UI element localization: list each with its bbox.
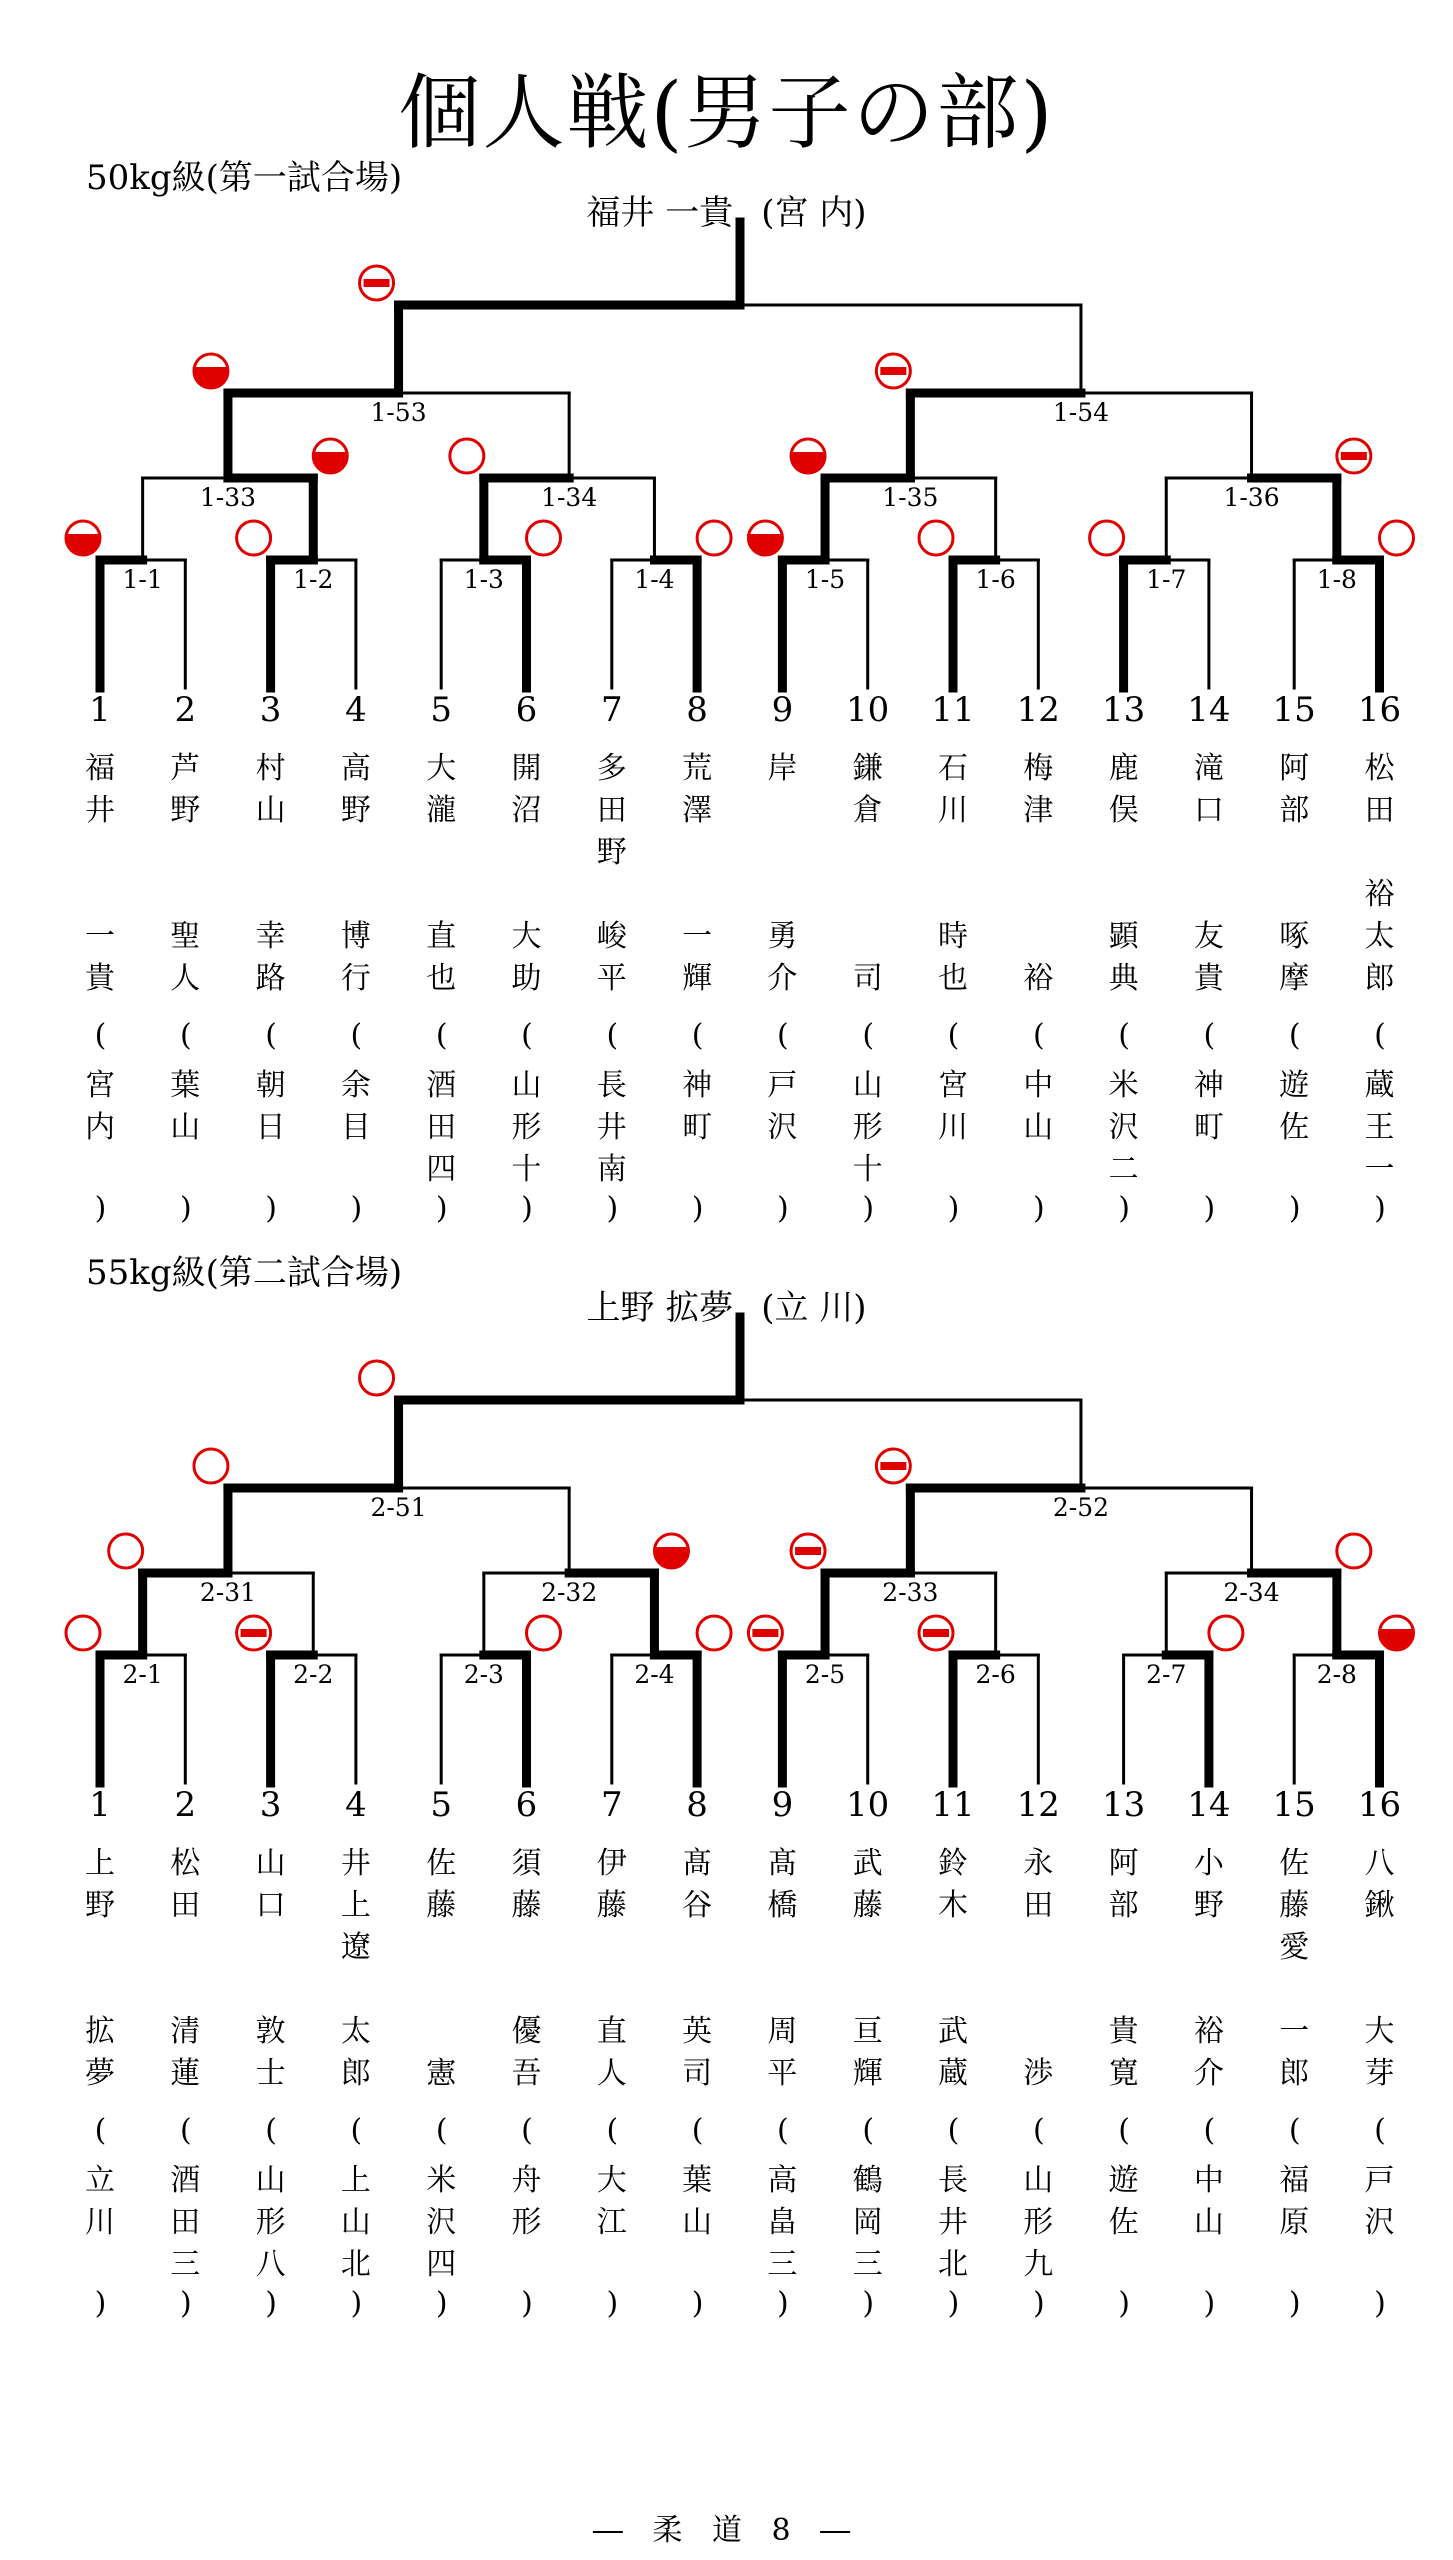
seed-number: 9 <box>771 690 794 730</box>
player-entry <box>675 1843 719 2333</box>
player-entry <box>590 748 634 1238</box>
page-footer: ― 柔 道 8 ― <box>592 2513 861 2548</box>
player-affiliation: ( 米 沢 二 ) <box>1106 1018 1142 1226</box>
result-mark <box>109 1534 143 1568</box>
player-given-name: 亘 輝 <box>852 2014 883 2091</box>
result-mark <box>1337 1534 1371 1568</box>
player-entry <box>334 748 378 1238</box>
player-given-name: 武 蔵 <box>938 2014 968 2091</box>
player-affiliation: ( 蔵 王 一 ) <box>1362 1018 1398 1226</box>
player-affiliation: ( 米 沢 四 ) <box>424 2113 460 2321</box>
match-number: 2-52 <box>1052 1493 1110 1522</box>
seed-number: 4 <box>345 1785 367 1825</box>
player-entry <box>1358 748 1402 1238</box>
player-entry <box>505 1843 549 2333</box>
match-number: 1-8 <box>1316 565 1357 594</box>
result-mark <box>748 1616 782 1650</box>
player-entry <box>1187 748 1231 1238</box>
player-entry <box>163 1843 207 2333</box>
match-number: 2-5 <box>804 1660 846 1689</box>
seed-number: 13 <box>1101 1785 1146 1825</box>
player-affiliation: ( 葉 山 ) <box>680 2113 716 2321</box>
player-surname: 伊 藤 <box>596 1846 627 1923</box>
player-given-name: 勇 介 <box>767 919 798 996</box>
player-entry <box>419 1843 463 2333</box>
result-mark <box>697 521 731 555</box>
seed-number: 4 <box>345 690 367 730</box>
player-surname: 多 田 野 <box>596 751 627 870</box>
match-number: 1-4 <box>634 565 675 594</box>
player-surname: 井 上 遼 <box>340 1846 371 1965</box>
bracket-55kg <box>0 1245 1453 2321</box>
player-surname: 武 藤 <box>852 1846 883 1923</box>
player-given-name: 司 <box>852 961 883 996</box>
match-number: 1-5 <box>804 565 846 594</box>
player-affiliation: ( 山 形 八 ) <box>253 2113 289 2321</box>
weight-class-label: 50kg級(第一試合場) <box>86 158 403 198</box>
player-entry <box>846 748 890 1238</box>
player-surname: 滝 口 <box>1193 751 1224 828</box>
player-entry <box>675 748 719 1238</box>
match-number: 1-35 <box>882 483 939 512</box>
player-given-name: 啄 摩 <box>1279 919 1310 996</box>
result-mark <box>194 354 228 388</box>
match-number: 1-6 <box>975 565 1016 594</box>
match-number: 1-2 <box>293 565 334 594</box>
player-affiliation: ( 中 山 ) <box>1021 1018 1057 1226</box>
player-given-name: 聖 人 <box>170 919 201 996</box>
player-affiliation: ( 戸 沢 ) <box>765 1018 801 1226</box>
player-surname: 八 鍬 <box>1364 1846 1395 1923</box>
result-mark <box>919 521 953 555</box>
result-mark <box>66 1616 100 1650</box>
match-number: 2-6 <box>975 1660 1016 1689</box>
player-given-name: 大 芽 <box>1364 2014 1395 2091</box>
seed-number: 8 <box>686 1785 708 1825</box>
seed-number: 7 <box>600 1785 623 1825</box>
champion-affiliation: (宮 内) <box>761 193 867 233</box>
player-surname: 永 田 <box>1023 1846 1054 1923</box>
champion-affiliation: (立 川) <box>761 1288 867 1328</box>
seed-number: 3 <box>259 690 282 730</box>
bracket-50kg <box>0 150 1453 1226</box>
match-number: 1-1 <box>122 565 163 594</box>
seed-number: 6 <box>515 690 538 730</box>
match-number: 1-53 <box>370 398 427 427</box>
result-mark <box>919 1616 953 1650</box>
player-entry <box>78 1843 122 2333</box>
seed-number: 16 <box>1357 690 1402 730</box>
player-affiliation: ( 葉 山 ) <box>168 1018 204 1226</box>
player-given-name: 清 蓮 <box>170 2014 201 2091</box>
seed-number: 11 <box>931 690 975 730</box>
player-surname: 阿 部 <box>1279 751 1310 828</box>
player-entry <box>760 748 804 1238</box>
player-given-name: 直 人 <box>596 2014 627 2091</box>
match-number: 2-2 <box>293 1660 334 1689</box>
player-surname: 小 野 <box>1193 1846 1224 1923</box>
result-mark <box>237 1616 271 1650</box>
match-number: 2-7 <box>1146 1660 1187 1689</box>
player-surname: 福 井 <box>85 751 115 828</box>
player-entry <box>590 1843 634 2333</box>
match-number: 2-3 <box>463 1660 504 1689</box>
player-surname: 鎌 倉 <box>852 751 883 828</box>
player-given-name: 貴 寛 <box>1108 2014 1139 2091</box>
player-given-name: 渉 <box>1023 2056 1054 2091</box>
player-affiliation: ( 高 畠 三 ) <box>765 2113 801 2321</box>
player-surname: 梅 津 <box>1023 751 1054 828</box>
player-affiliation: ( 山 形 十 ) <box>509 1018 545 1226</box>
player-given-name: 裕 <box>1023 961 1054 996</box>
result-mark <box>66 521 100 555</box>
seed-number: 3 <box>259 1785 282 1825</box>
result-mark <box>697 1616 731 1650</box>
match-number: 2-1 <box>122 1660 163 1689</box>
player-given-name: 一 貴 <box>85 919 115 996</box>
result-mark <box>450 439 484 473</box>
result-mark <box>748 521 782 555</box>
player-given-name: 大 助 <box>511 919 542 996</box>
player-surname: 松 田 <box>1364 751 1395 828</box>
player-entry <box>163 748 207 1238</box>
player-given-name: 敦 士 <box>255 2014 286 2091</box>
player-surname: 髙 谷 <box>682 1846 713 1923</box>
result-mark <box>1380 521 1414 555</box>
player-entry <box>1187 1843 1231 2333</box>
player-surname: 岸 <box>767 751 798 786</box>
player-entry <box>760 1843 804 2333</box>
match-number: 1-7 <box>1146 565 1187 594</box>
seed-number: 5 <box>430 1785 452 1825</box>
result-mark <box>791 439 825 473</box>
seed-number: 12 <box>1016 1785 1060 1825</box>
player-affiliation: ( 大 江 ) <box>594 2113 630 2321</box>
result-mark <box>527 521 561 555</box>
weight-class-label: 55kg級(第二試合場) <box>86 1253 403 1293</box>
seed-number: 15 <box>1272 690 1316 730</box>
match-number: 2-34 <box>1223 1578 1280 1607</box>
seed-number: 2 <box>174 690 197 730</box>
result-mark <box>1337 439 1371 473</box>
seed-number: 1 <box>89 1785 111 1825</box>
player-entry <box>505 748 549 1238</box>
player-given-name: 拡 夢 <box>85 2014 115 2091</box>
seed-number: 10 <box>846 690 890 730</box>
result-mark <box>527 1616 561 1650</box>
result-mark <box>876 354 910 388</box>
result-mark <box>313 439 347 473</box>
player-affiliation: ( 中 山 ) <box>1191 2113 1227 2321</box>
player-entry <box>931 748 975 1238</box>
match-number: 1-36 <box>1223 483 1280 512</box>
player-surname: 松 田 <box>170 1846 201 1923</box>
player-given-name: 英 司 <box>682 2014 713 2091</box>
player-affiliation: ( 山 形 十 ) <box>850 1018 886 1226</box>
player-entry <box>78 748 122 1238</box>
player-affiliation: ( 朝 日 ) <box>253 1018 289 1226</box>
player-given-name: 太 郎 <box>340 2014 371 2091</box>
player-given-name: 顕 典 <box>1108 919 1139 996</box>
player-entry <box>846 1843 890 2333</box>
player-surname: 荒 澤 <box>682 751 713 828</box>
match-number: 1-34 <box>541 483 598 512</box>
champion-name: 上野 拡夢 <box>586 1288 734 1328</box>
champion-name: 福井 一貴 <box>586 193 734 233</box>
seed-number: 5 <box>430 690 452 730</box>
player-given-name: 裕 介 <box>1193 2014 1224 2091</box>
player-affiliation: ( 山 形 九 ) <box>1021 2113 1057 2321</box>
match-number: 1-3 <box>463 565 504 594</box>
player-affiliation: ( 舟 形 ) <box>509 2113 545 2321</box>
seed-number: 11 <box>931 1785 975 1825</box>
seed-number: 10 <box>846 1785 890 1825</box>
seed-number: 14 <box>1187 690 1231 730</box>
player-surname: 村 山 <box>255 751 286 828</box>
player-surname: 大 瀧 <box>426 751 457 828</box>
match-number: 2-51 <box>370 1493 427 1522</box>
player-affiliation: ( 余 目 ) <box>338 1018 374 1226</box>
player-affiliation: ( 立 川 ) <box>83 2113 118 2321</box>
seed-number: 14 <box>1187 1785 1231 1825</box>
seed-number: 9 <box>771 1785 794 1825</box>
player-surname: 芦 野 <box>170 751 201 828</box>
match-number: 2-8 <box>1316 1660 1357 1689</box>
match-number: 2-32 <box>541 1578 598 1607</box>
player-affiliation: ( 神 町 ) <box>680 1018 716 1226</box>
player-surname: 山 口 <box>255 1846 286 1923</box>
player-given-name: 憲 <box>426 2056 457 2091</box>
player-entry <box>1102 748 1146 1238</box>
player-entry <box>249 748 293 1238</box>
player-surname: 髙 橋 <box>767 1846 798 1923</box>
player-given-name: 優 吾 <box>511 2014 542 2091</box>
player-surname: 上 野 <box>85 1846 115 1923</box>
seed-number: 8 <box>686 690 708 730</box>
player-affiliation: ( 遊 佐 ) <box>1106 2113 1142 2321</box>
player-given-name: 峻 平 <box>596 919 627 996</box>
player-affiliation: ( 宮 川 ) <box>936 1018 971 1226</box>
player-surname: 須 藤 <box>511 1846 542 1923</box>
player-entry <box>249 1843 293 2333</box>
player-surname: 開 沼 <box>511 751 542 828</box>
player-surname: 鈴 木 <box>938 1846 968 1923</box>
player-affiliation: ( 長 井 北 ) <box>936 2113 971 2321</box>
seed-number: 2 <box>174 1785 197 1825</box>
match-number: 1-33 <box>199 483 257 512</box>
seed-number: 6 <box>515 1785 538 1825</box>
player-entry <box>1272 748 1316 1238</box>
match-number: 1-54 <box>1052 398 1110 427</box>
seed-number: 1 <box>89 690 111 730</box>
player-affiliation: ( 宮 内 ) <box>83 1018 118 1226</box>
match-number: 2-33 <box>882 1578 939 1607</box>
player-entry <box>334 1843 378 2333</box>
player-affiliation: ( 福 原 ) <box>1277 2113 1313 2321</box>
result-mark <box>360 1361 394 1395</box>
player-given-name: 一 輝 <box>682 919 713 996</box>
player-affiliation: ( 戸 沢 ) <box>1362 2113 1398 2321</box>
player-surname: 佐 藤 <box>426 1846 457 1923</box>
player-entry <box>1272 1843 1316 2333</box>
result-mark <box>1380 1616 1414 1650</box>
player-surname: 高 野 <box>340 751 371 828</box>
player-given-name: 友 貴 <box>1193 919 1224 996</box>
seed-number: 7 <box>600 690 623 730</box>
player-affiliation: ( 鶴 岡 三 ) <box>850 2113 886 2321</box>
player-given-name: 幸 路 <box>255 919 286 996</box>
seed-number: 12 <box>1016 690 1060 730</box>
player-entry <box>1016 1843 1060 2333</box>
player-affiliation: ( 遊 佐 ) <box>1277 1018 1313 1226</box>
match-number: 2-31 <box>199 1578 257 1607</box>
result-mark <box>237 521 271 555</box>
seed-number: 13 <box>1101 690 1146 730</box>
seed-number: 16 <box>1357 1785 1402 1825</box>
player-given-name: 裕 太 郎 <box>1364 877 1395 996</box>
player-affiliation: ( 神 町 ) <box>1191 1018 1227 1226</box>
player-entry <box>1016 748 1060 1238</box>
player-entry <box>931 1843 975 2333</box>
bracket-lines <box>0 150 1453 1200</box>
player-affiliation: ( 酒 田 三 ) <box>168 2113 204 2321</box>
player-entry <box>419 748 463 1238</box>
player-given-name: 時 也 <box>938 919 968 996</box>
result-mark <box>876 1449 910 1483</box>
page-title: 個人戦(男子の部) <box>398 66 1055 161</box>
player-given-name: 一 郎 <box>1279 2014 1310 2091</box>
player-affiliation: ( 上 山 北 ) <box>338 2113 374 2321</box>
player-surname: 鹿 俣 <box>1108 751 1139 828</box>
result-mark <box>654 1534 688 1568</box>
player-affiliation: ( 長 井 南 ) <box>594 1018 630 1226</box>
player-surname: 石 川 <box>938 751 968 828</box>
result-mark <box>791 1534 825 1568</box>
result-mark <box>1090 521 1124 555</box>
player-given-name: 直 也 <box>426 919 457 996</box>
match-number: 2-4 <box>634 1660 675 1689</box>
bracket-lines <box>0 1245 1453 2295</box>
seed-number: 15 <box>1272 1785 1316 1825</box>
result-mark <box>360 266 394 300</box>
player-entry <box>1358 1843 1402 2333</box>
result-mark <box>1209 1616 1243 1650</box>
player-given-name: 周 平 <box>767 2014 798 2091</box>
player-entry <box>1102 1843 1146 2333</box>
player-surname: 佐 藤 愛 <box>1279 1846 1310 1965</box>
player-affiliation: ( 酒 田 四 ) <box>424 1018 460 1226</box>
result-mark <box>194 1449 228 1483</box>
player-given-name: 博 行 <box>340 919 371 996</box>
player-surname: 阿 部 <box>1108 1846 1139 1923</box>
